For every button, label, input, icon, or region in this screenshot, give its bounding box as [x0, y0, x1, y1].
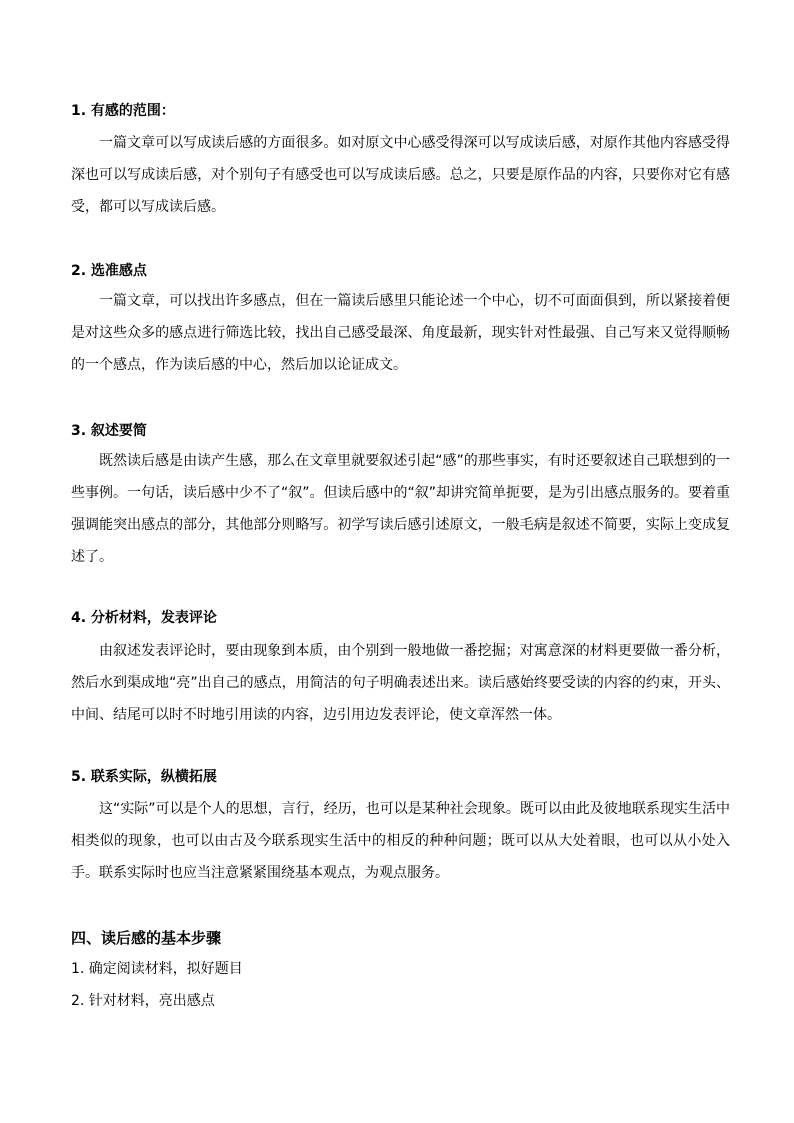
- steps-heading: 四、读后感的基本步骤: [71, 929, 222, 947]
- section-heading-2: 2. 选准感点: [71, 263, 147, 279]
- section-body-4: 由叙述发表评论时，要由现象到本质，由个别到一般地做一番挖掘；对寓意深的材料更要做一番分析，然后水到渠成地“亮”出自己的感点，用简洁的句子明确表述出来。读后感始终要受读的内容的约束，开头、中间、结尾可以时不时地引用读的内容，边引用边发表评论，使文章浑然一体。: [71, 643, 730, 723]
- section-heading-3: 3. 叙述要简: [71, 423, 147, 439]
- steps-item-1: 1. 确定阅读材料，拟好题目: [71, 961, 243, 977]
- section-body-2: 一篇文章，可以找出许多感点，但在一篇读后感里只能论述一个中心，切不可面面俱到，所以紧接着便是对这些众多的感点进行筛选比较，找出自己感受最深、角度最新，现实针对性最强、自己写来又觉得顺畅的一个感点，作为读后感的中心，然后加以论证成文。: [71, 293, 730, 373]
- section-heading-5: 5. 联系实际，纵横拓展: [71, 769, 217, 785]
- section-body-5: 这“实际”可以是个人的思想，言行，经历，也可以是某种社会现象。既可以由此及彼地联系现实生活中相类似的现象，也可以由古及今联系现实生活中的相反的种种问题；既可以从大处着眼，也可以从小处入手。联系实际时也应当注意紧紧围绕基本观点，为观点服务。: [71, 801, 730, 881]
- section-body-3: 既然读后感是由读产生感，那么在文章里就要叙述引起“感”的那些事实，有时还要叙述自己联想到的一些事例。一句话，读后感中少不了“叙”。但读后感中的“叙”却讲究简单扼要，是为引出感点服务的。要着重强调能突出感点的部分，其他部分则略写。初学写读后感引述原文，一般毛病是叙述不简要，实际上变成复述了。: [71, 453, 731, 565]
- steps-item-2: 2. 针对材料，亮出感点: [71, 993, 215, 1009]
- section-heading-4: 4. 分析材料，发表评论: [71, 610, 217, 626]
- section-heading-1: 1. 有感的范围：: [71, 103, 175, 119]
- section-body-1: 一篇文章可以写成读后感的方面很多。如对原文中心感受得深可以写成读后感，对原作其他内容感受得深也可以写成读后感，对个别句子有感受也可以写成读后感。总之，只要是原作品的内容，只要你对它有感受，都可以写成读后感。: [71, 135, 730, 215]
